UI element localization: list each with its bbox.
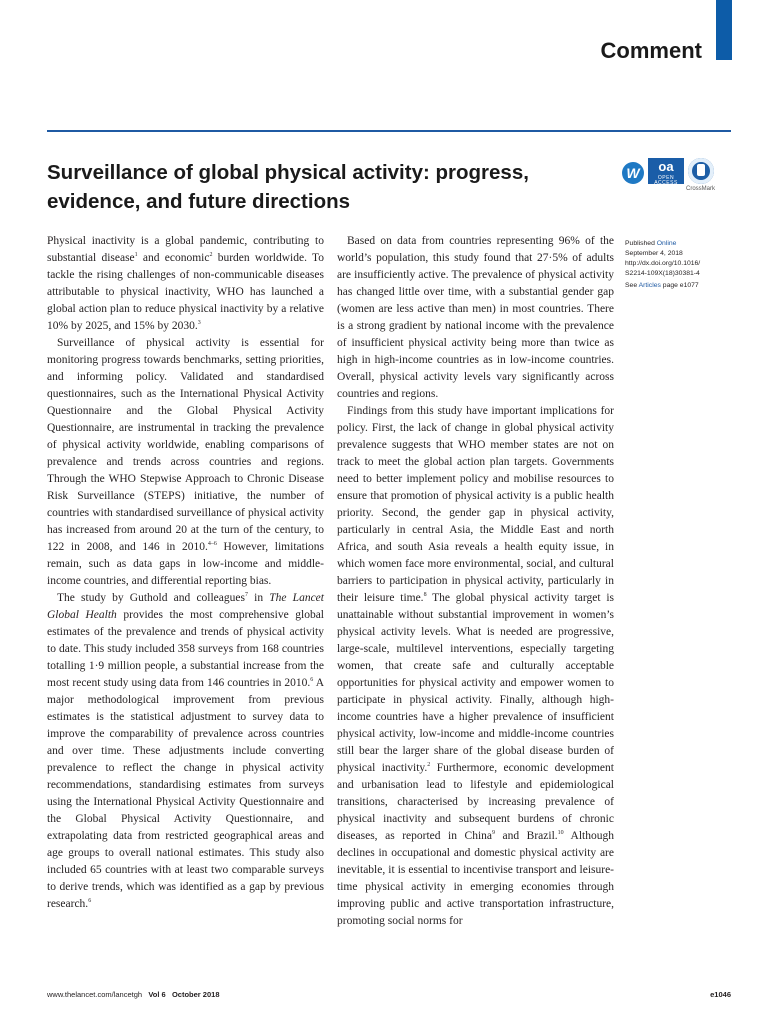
footer-citation: [47, 990, 220, 999]
articles-link[interactable]: Articles: [638, 282, 661, 289]
column-left: [47, 233, 324, 913]
article-badges: [622, 158, 732, 196]
volume: Vol 6: [148, 990, 166, 999]
issue-date: October 2018: [171, 990, 220, 999]
column-right: [337, 233, 614, 930]
crossmark-label: CrossMark: [686, 186, 716, 192]
published-line: Published Online: [625, 240, 677, 247]
see-articles-line: See Articles page e1077: [625, 282, 699, 289]
journal-url[interactable]: www.thelancet.com/lancetgh: [47, 990, 143, 999]
online-link[interactable]: Online: [656, 240, 677, 247]
paragraph: Based on data from countries representing 96% of the world’s population, this study found that 27·5% of adults are insufficiently active. The prevalence of physical activity has changed little over time, with a substantial gender gap (women are less active than men) in most countries. There is a strong gradient by national income with the prevalence of insufficient physical activity being more than twice as high in high-income countries as in low-income countries. Overall, physical activity levels vary significantly across countries and regions.: [337, 235, 614, 400]
paragraph: Findings from this study have important implications for policy. First, the lack of change in global physical activity prevalence suggests that WHO member states are not on track to meet the global action plan targets. Governments need to better implement policy and mobilise resources to ensure that promotion of physical activity is a public health priority. Second, the gender gap in physical activity, particularly in central Asia, the Middle East and north Africa, and south Asia reveals a health equity issue, in which women face more environmental, social, and cultural barriers to participation in physical activity, particularly in their leisure time.$^8$ The global physical activity target is unattainable without substantial improvement in women’s physical activity levels. What is needed are progressive, large-scale, multilevel interventions, especially targeting women, that create safe and culturally acceptable opportunities for physical activity and empower women to participate in physical activity. Finally, although high-income countries have a higher prevalence of insufficient physical activity, low-income and middle-income countries still bear the larger share of the global disease burden of physical inactivity.$^2$ Furthermore, economic development and urbanisation lead to lifestyle and epidemiological transitions, characterised by increasing prevalence of physical inactivity and subsequent burdens of chronic diseases, as reported in China$^9$ and Brazil.$^{10}$ Although declines in occupational and domestic physical activity are inevitable, it is essential to incentivise transport and leisure-time physical activity in emerging economies through improving public and active transportation infrastructure, promoting social norms for: [337, 405, 615, 927]
doi-link[interactable]: http://dx.doi.org/10.1016/ S2214-109X(18)30381-4: [625, 260, 701, 277]
crossmark-icon[interactable]: [688, 158, 714, 184]
header-rule: [47, 130, 731, 132]
publication-sidebar: [625, 239, 715, 291]
paragraph: Physical inactivity is a global pandemic, contributing to substantial disease$^1$ and economic$^2$ burden worldwide. To tackle the rising challenges of non-communicable diseases attributable to physical inactivity, WHO has launched a global action plan to reduce physical inactivity by a relative 10% by 2025, and 15% by 2030.$^3$: [47, 235, 324, 332]
oa-label: oa: [658, 159, 674, 174]
paragraph: Surveillance of physical activity is essential for monitoring progress towards benchmarks, setting priorities, and informing policy. Validated and standardised questionnaires, such as the International Physical Activity Questionnaire and the Global Physical Activity Questionnaire, are instrumental in tracking the prevalence of physical activity worldwide, enabling comparisons of prevalence and trends across countries and regions. Through the WHO Stepwise Approach to Chronic Disease Risk Surveillance (STEPS) initiative, the number of countries with standardised surveillance of physical activity has increased from around 20 at the turn of the century, to 122 in 2008, and 146 in 2010.$^{4-6}$ However, limitations remain, such as data gaps in low-income and middle-income countries, and differential reporting bias.: [47, 337, 324, 587]
oa-sublabel: OPEN ACCESS: [654, 175, 678, 186]
section-marker-bar: [716, 0, 732, 60]
published-date: September 4, 2018: [625, 250, 683, 257]
open-access-icon: [648, 158, 684, 184]
article-title: Surveillance of global physical activity: progress, evidence, and future directions: [47, 161, 529, 213]
section-heading: Comment: [600, 38, 702, 63]
w-logo-icon: W: [622, 162, 644, 184]
paragraph: The study by Guthold and colleagues$^7$ in The Lancet Global Health provides the most comprehensive global estimates of the prevalence and trends of physical activity to date. This study included 358 surveys from 168 countries totalling 1·9 million people, a substantial increase from the most recent study using data from 146 countries in 2010.$^6$ A major methodological improvement from previous estimates is the statistical adjustment to survey data to improve the comparability of prevalence across countries and over time. These adjustments include converting prevalence to reflect the change in physical activity recommendations, standardising estimates from surveys using the International Physical Activity Questionnaire and the Global Physical Activity Questionnaire, and extrapolating data from restricted geographical areas and age groups to overall national estimates. This study also included 65 countries with at least two comparable surveys to derive trends, which was identified as a gap by previous research.$^6$: [47, 592, 324, 910]
page-number: e1046: [710, 990, 731, 999]
